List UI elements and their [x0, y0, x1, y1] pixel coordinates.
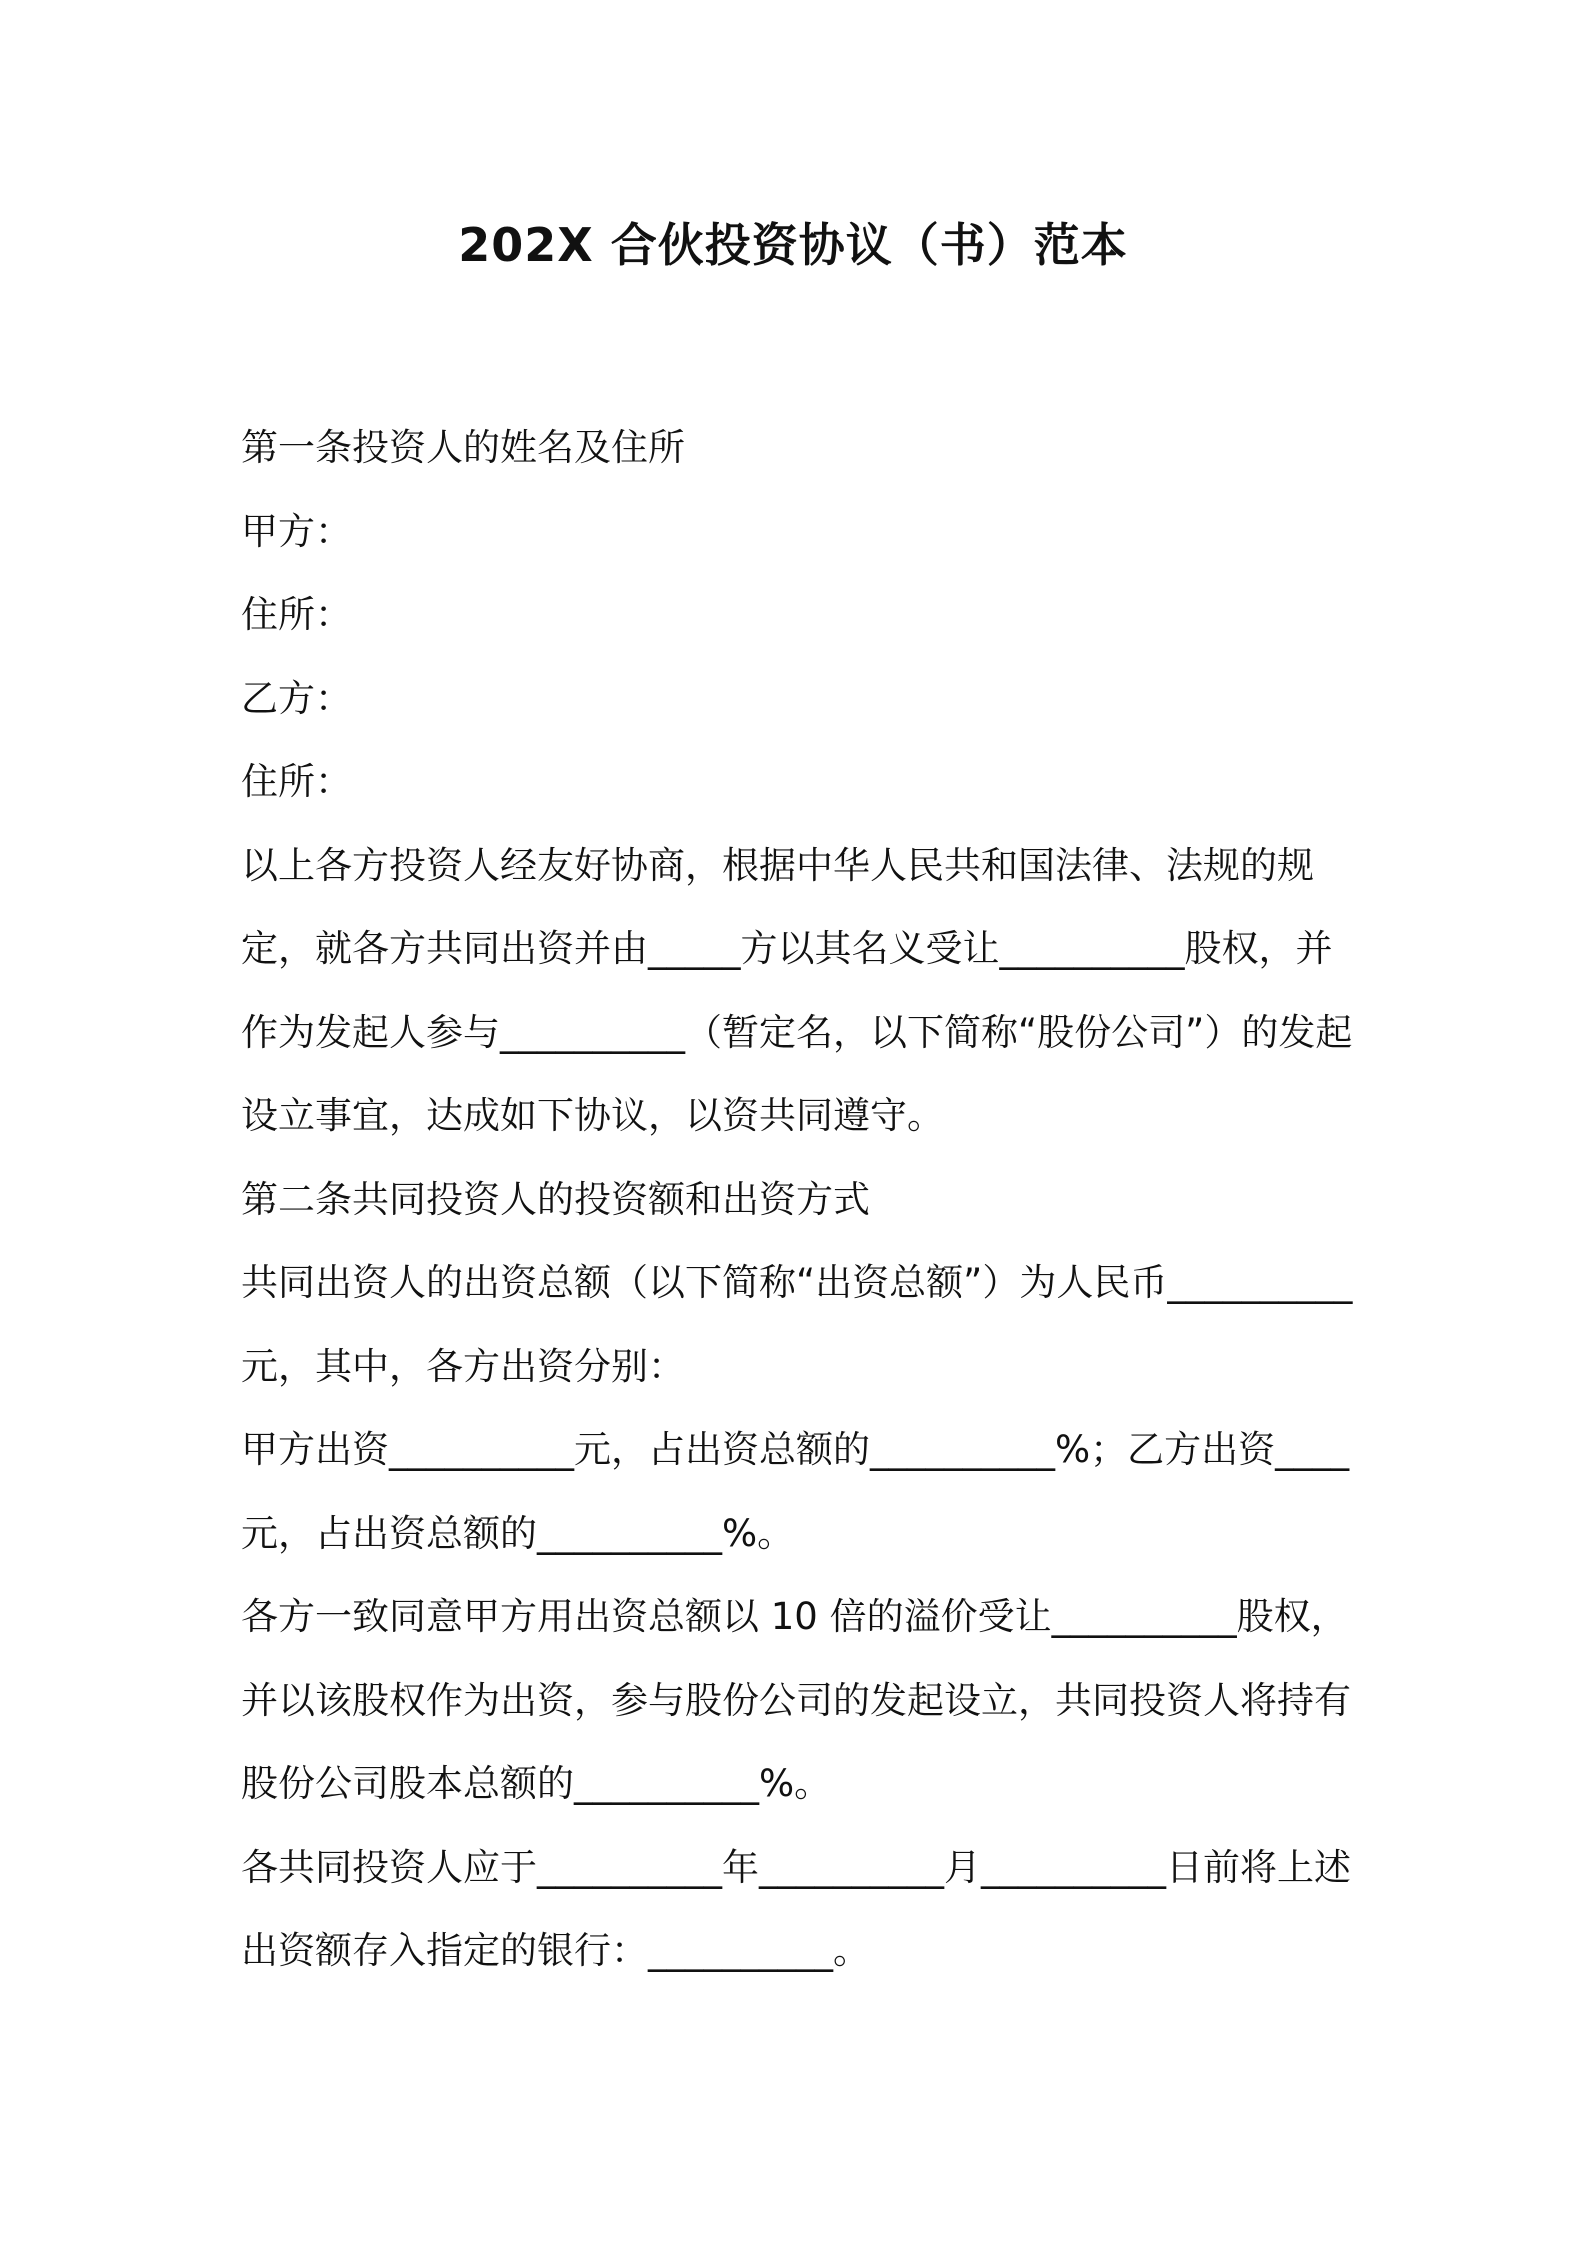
preamble-paragraph: 以上各方投资人经友好协商，根据中华人民共和国法律、法规的规定，就各方共同出资并由_____方以其名义受让__________股权，并作为发起人参与__________（暂定名，以下简称“股份公司”）的发起设立事宜，达成如下协议，以资共同遵守。: [241, 843, 1353, 1137]
article-2-heading: 第二条共同投资人的投资额和出资方式: [241, 1177, 870, 1221]
deposit-deadline-paragraph: 各共同投资人应于__________年__________月__________日前将上述出资额存入指定的银行：__________。: [241, 1845, 1351, 1972]
document-title: 202X 合伙投资协议（书）范本: [458, 218, 1128, 272]
party-a-address-label: 住所：: [241, 593, 352, 636]
total-investment-paragraph: 共同出资人的出资总额（以下简称“出资总额”）为人民币__________元，其中，各方出资分别：: [241, 1261, 1353, 1388]
party-a-label: 甲方：: [241, 509, 352, 553]
party-b-address-label: 住所：: [241, 760, 352, 803]
article-1-heading: 第一条投资人的姓名及住所: [241, 426, 685, 469]
premium-transfer-paragraph: 各方一致同意甲方用出资总额以 10 倍的溢价受让__________股权，并以该股权作为出资，参与股份公司的发起设立，共同投资人将持有股份公司股本总额的__________%。: [241, 1595, 1351, 1805]
contribution-split-paragraph: 甲方出资__________元，占出资总额的__________%；乙方出资____元，占出资总额的__________%。: [241, 1428, 1350, 1555]
party-b-label: 乙方：: [241, 676, 352, 720]
document-body: [241, 406, 1361, 1993]
